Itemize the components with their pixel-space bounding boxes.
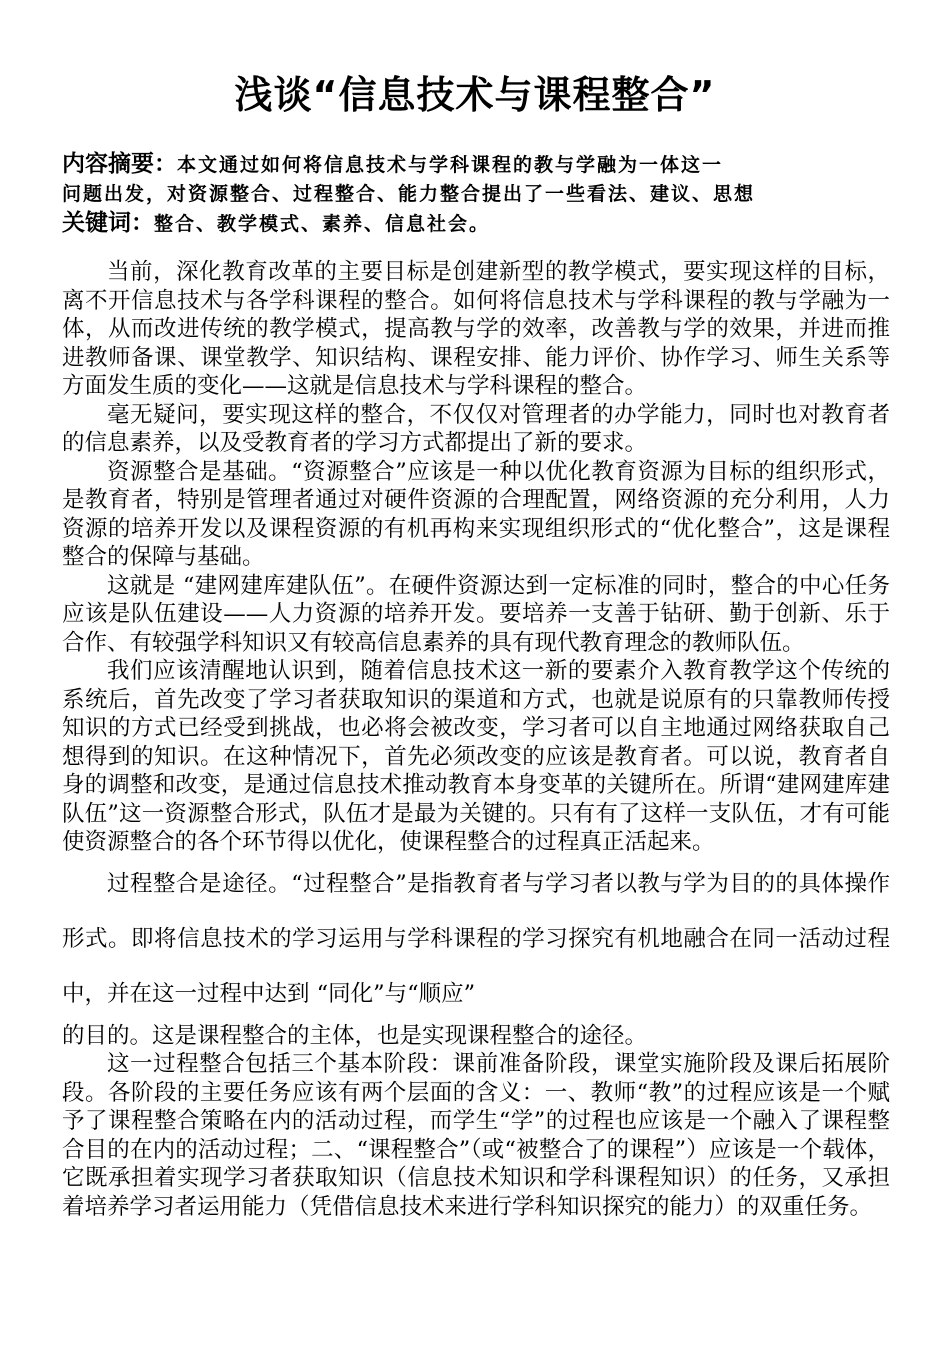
paragraph: 过程整合是途径。“过程整合”是指教育者与学习者以教与学为目的的具体操作形式。即将信息技术的学习运用与学科课程的学习探究有机地融合在同一活动过程中，并在这一过程中达到 “同化”与“顺应” [62, 870, 890, 1007]
abstract-label: 内容摘要： [62, 151, 177, 177]
paragraph: 资源整合是基础。“资源整合”应该是一种以优化教育资源为目标的组织形式，是教育者，特别是管理者通过对硬件资源的合理配置，网络资源的充分利用，人力资源的培养开发以及课程资源的有机再构来实现组织形式的“优化整合”，这是课程整合的保障与基础。 [62, 458, 890, 570]
abstract-text-1: 本文通过如何将信息技术与学科课程的教与学融为一体这一 [177, 154, 724, 176]
paragraph: 我们应该清醒地认识到，随着信息技术这一新的要素介入教育教学这个传统的系统后，首先改变了学习者获取知识的渠道和方式，也就是说原有的只靠教师传授知识的方式已经受到挑战，也必将会被改变，学习者可以自主地通过网络获取自己想得到的知识。在这种情况下，首先必须改变的应该是教育者。可以说，教育者自身的调整和改变，是通过信息技术推动教育本身变革的关键所在。所谓“建网建库建队伍”这一资源整合形式，队伍才是最为关键的。只有有了这样一支队伍，才有可能使资源整合的各个环节得以优化，使课程整合的过程真正活起来。 [62, 658, 890, 855]
keywords-label: 关键词： [62, 210, 154, 236]
paragraph: 这就是 “建网建库建队伍”。在硬件资源达到一定标准的同时，整合的中心任务应该是队伍建设——人力资源的培养开发。要培养一支善于钻研、勤于创新、乐于合作、有较强学科知识又有较高信息素养的具有现代教育理念的教师队伍。 [62, 572, 890, 656]
document-meta [62, 150, 897, 239]
keywords-text: 整合、教学模式、素养、信息社会。 [154, 213, 491, 235]
paragraph-continuation: 的目的。这是课程整合的主体，也是实现课程整合的途径。 [62, 1022, 648, 1049]
document-title: 浅谈“信息技术与课程整合” [234, 73, 716, 117]
abstract-line-2 [62, 180, 897, 209]
paragraph: 当前，深化教育改革的主要目标是创建新型的教学模式，要实现这样的目标，离不开信息技术与各学科课程的整合。如何将信息技术与学科课程的教与学融为一体，从而改进传统的教学模式，提高教与学的效率，改善教与学的效果，并进而推进教师备课、课堂教学、知识结构、课程安排、能力评价、协作学习、师生关系等方面发生质的变化——这就是信息技术与学科课程的整合。 [62, 259, 890, 399]
paragraph: 毫无疑问，要实现这样的整合，不仅仅对管理者的办学能力，同时也对教育者的信息素养，以及受教育者的学习方式都提出了新的要求。 [62, 401, 890, 456]
document-body [62, 258, 890, 1221]
keywords-line [62, 209, 897, 239]
paragraph: 这一过程整合包括三个基本阶段：课前准备阶段，课堂实施阶段及课后拓展阶段。各阶段的主要任务应该有两个层面的含义：一、教师“教”的过程应该是一个赋予了课程整合策略在内的活动过程，而学生“学”的过程也应该是一个融入了课程整合目的在内的活动过程；二、“课程整合”（或“被整合了的课程”）应该是一个载体，它既承担着实现学习者获取知识（信息技术知识和学科课程知识）的任务，又承担着培养学习者运用能力（凭借信息技术来进行学科知识探究的能力）的双重任务。 [62, 1051, 890, 1220]
abstract-line-1 [62, 150, 897, 180]
abstract-text-2: 问题出发，对资源整合、过程整合、能力整合提出了一些看法、建议、思想 [62, 183, 756, 205]
